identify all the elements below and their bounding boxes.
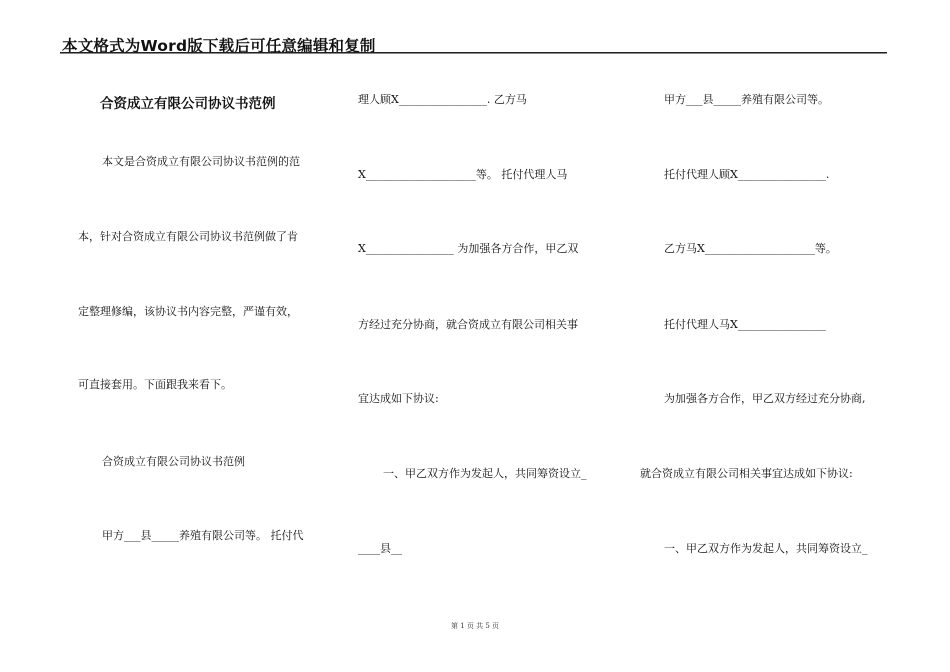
document-title: 合资成立有限公司协议书范例 bbox=[100, 96, 276, 112]
col2-line: 方经过充分协商，就合资成立有限公司相关事 bbox=[358, 318, 578, 331]
col2-line: 一、甲乙双方作为发起人，共同筹资设立_ bbox=[383, 467, 587, 480]
col1-line: 定整理修编，该协议书内容完整，严谨有效， bbox=[78, 305, 298, 318]
document-banner: 本文格式为Word版下载后可任意编辑和复制 bbox=[62, 37, 376, 55]
col1-line: 本，针对合资成立有限公司协议书范例做了肯 bbox=[78, 230, 298, 243]
col2-line: X____________________等。 托付代理人马 bbox=[358, 168, 568, 181]
col3-line: 托付代理人马X________________ bbox=[664, 318, 826, 331]
col1-line: 合资成立有限公司协议书范例 bbox=[102, 455, 245, 468]
col3-line: 甲方___县_____养殖有限公司等。 bbox=[664, 93, 829, 106]
col3-line: 为加强各方合作，甲乙双方经过充分协商, bbox=[664, 392, 866, 405]
col2-line: ____县__ bbox=[358, 542, 402, 555]
col1-line: 本文是合资成立有限公司协议书范例的范 bbox=[102, 155, 300, 168]
col2-line: 宜达成如下协议: bbox=[358, 392, 439, 405]
page-number: 第 1 页 共 5 页 bbox=[450, 622, 500, 630]
col3-line: 一、甲乙双方作为发起人，共同筹资设立_ bbox=[664, 542, 868, 555]
col1-line: 可直接套用。下面跟我来看下。 bbox=[78, 378, 232, 391]
col3-line: 就合资成立有限公司相关事宜达成如下协议: bbox=[640, 467, 853, 480]
col3-line: 托付代理人顾X________________. bbox=[664, 168, 830, 181]
col1-line: 甲方___县_____养殖有限公司等。 托付代 bbox=[102, 529, 304, 542]
header-divider bbox=[60, 52, 887, 54]
col2-line: 理人顾X________________. 乙方马 bbox=[358, 93, 527, 106]
col2-line: X________________ 为加强各方合作，甲乙双 bbox=[358, 242, 579, 255]
col3-line: 乙方马X____________________等。 bbox=[664, 242, 837, 255]
